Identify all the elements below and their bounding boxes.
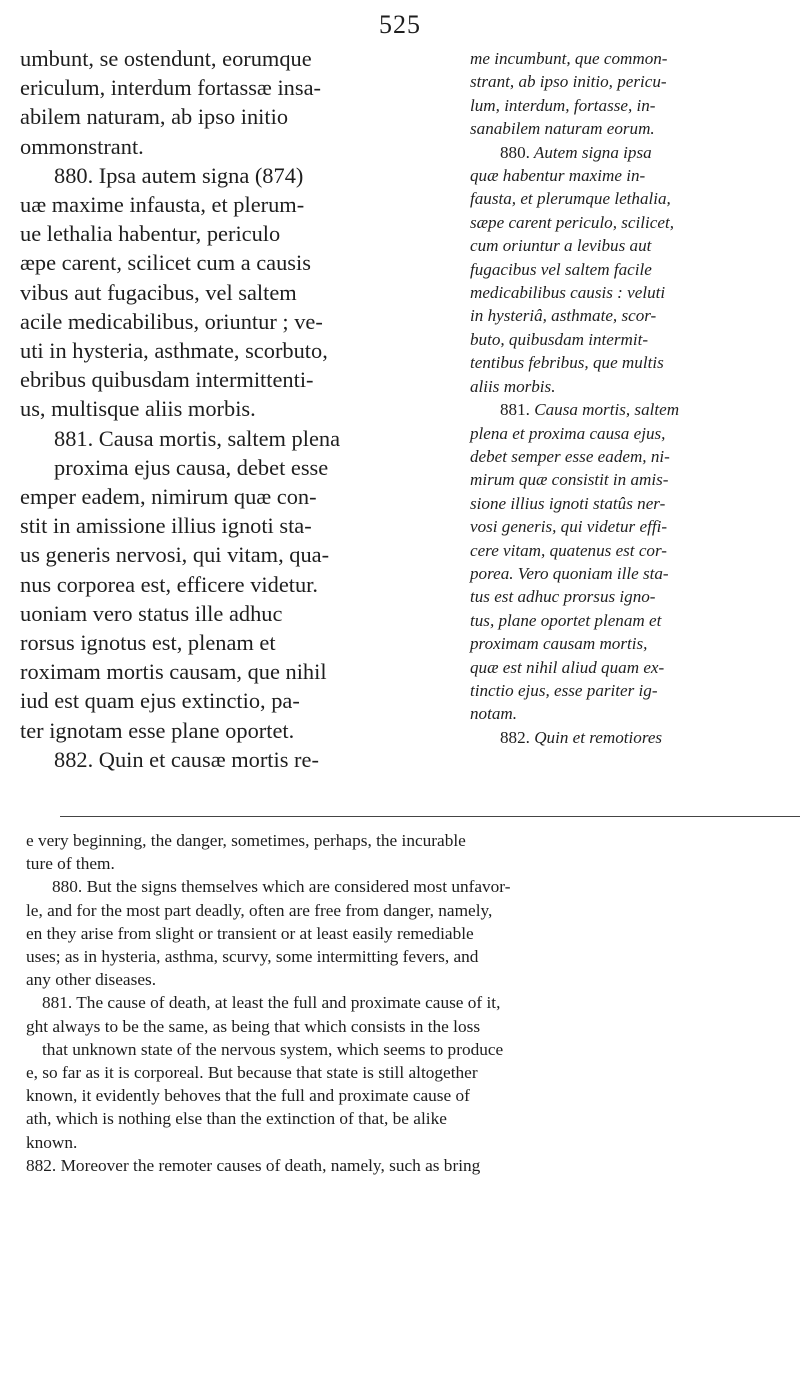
latin-variant-line: quæ est nihil aliud quam ex- (470, 657, 665, 677)
latin-main-line: ebribus quibusdam intermittenti- (20, 367, 314, 393)
latin-variant-line (470, 726, 796, 749)
latin-variant-line: debet semper esse eadem, ni- (470, 446, 670, 466)
translation-line: 882. Moreover the remoter causes of death, namely, such as bring (26, 1155, 481, 1175)
latin-variant-line: tus est adhuc prorsus igno- (470, 587, 656, 607)
latin-variant-line: cum oriuntur a levibus aut (470, 236, 652, 256)
translation-line: 880. But the signs themselves which are considered most unfavor- (52, 877, 511, 897)
latin-main-line: iud est quam ejus extinctio, pa- (20, 688, 300, 714)
latin-variant-column (470, 47, 796, 749)
latin-variant-line: in hysteriâ, asthmate, scor- (470, 306, 657, 326)
latin-main-line: ter ignotam esse plane oportet. (20, 717, 295, 743)
latin-main-line: roximam mortis causam, que nihil (20, 659, 327, 685)
latin-main-line: emper eadem, nimirum quæ con- (20, 484, 317, 510)
translation-line: 881. The cause of death, at least the full and proximate cause of it, (42, 993, 501, 1013)
latin-variant-line: fugacibus vel saltem facile (470, 259, 652, 279)
latin-variant-line: tentibus febribus, que multis (470, 353, 664, 373)
translation-line: e, so far as it is corporeal. But because that state is still altogether (26, 1063, 478, 1083)
latin-main-line: 882. Quin et causæ mortis re- (54, 746, 319, 772)
latin-variant-line (470, 398, 796, 421)
latin-variant-text: Quin et remotiores (534, 727, 663, 747)
translation-line: uses; as in hysteria, asthma, scurvy, some intermitting fevers, and (26, 947, 479, 967)
translation-line: en they arise from slight or transient or at least easily remediable (26, 923, 474, 943)
latin-variant-line: cere vitam, quatenus est cor- (470, 540, 667, 560)
latin-variant-line: tinctio ejus, esse pariter ig- (470, 680, 658, 700)
latin-variant-text: Causa mortis, saltem (534, 400, 680, 420)
paragraph-number: 880. (500, 142, 530, 162)
latin-main-line: ue lethalia habentur, periculo (20, 221, 281, 247)
latin-variant-line: plena et proxima causa ejus, (470, 423, 666, 443)
latin-main-line: stit in amissione illius ignoti sta- (20, 513, 312, 539)
latin-main-line: umbunt, se ostendunt, eorumque (20, 46, 312, 71)
latin-main-line: uti in hysteria, asthmate, scorbuto, (20, 338, 328, 364)
latin-variant-line: sæpe carent periculo, scilicet, (470, 212, 674, 232)
latin-main-line: proxima ejus causa, debet esse (54, 454, 329, 480)
latin-main-line: abilem naturam, ab ipso initio (20, 104, 289, 130)
translation-line: ture of them. (26, 854, 115, 874)
latin-main-line: ericulum, interdum fortassæ insa- (20, 75, 321, 101)
latin-variant-line: tus, plane oportet plenam et (470, 610, 662, 630)
latin-main-line: uoniam vero status ille adhuc (20, 600, 283, 626)
latin-variant-line: me incumbunt, que common- (470, 49, 668, 68)
translation-line: any other diseases. (26, 970, 157, 990)
latin-variant-line: quæ habentur maxime in- (470, 166, 646, 186)
latin-variant-line: vosi generis, qui videtur effi- (470, 517, 668, 537)
latin-main-line: rorsus ignotus est, plenam et (20, 630, 276, 656)
latin-variant-text: Autem signa ipsa (533, 142, 652, 162)
latin-main-column (20, 44, 458, 774)
latin-variant-line: lum, interdum, fortasse, in- (470, 95, 656, 115)
translation-line: ath, which is nothing else than the extinction of that, be alike (26, 1109, 447, 1129)
latin-main-line: ommonstrant. (20, 133, 144, 159)
latin-variant-line: fausta, et plerumque lethalia, (470, 189, 671, 209)
page-number: 525 (379, 10, 421, 39)
paragraph-number: 881. (500, 400, 530, 420)
translation-line: e very beginning, the danger, sometimes, perhaps, the incurable (26, 831, 466, 850)
translation-line: that unknown state of the nervous system, which seems to produce (42, 1039, 504, 1059)
latin-main-line: vibus aut fugacibus, vel saltem (20, 279, 297, 305)
latin-variant-line: buto, quibusdam intermit- (470, 329, 649, 349)
latin-variant-line: sione illius ignoti statûs ner- (470, 493, 666, 513)
latin-variant-line (470, 141, 796, 164)
latin-variant-line: sanabilem naturam eorum. (470, 119, 655, 139)
latin-main-line: us, multisque aliis morbis. (20, 396, 256, 422)
latin-main-line: 881. Causa mortis, saltem plena (54, 425, 341, 451)
latin-variant-line: porea. Vero quoniam ille sta- (470, 563, 669, 583)
latin-main-line: acile medicabilibus, oriuntur ; ve- (20, 308, 323, 334)
translation-line: le, and for the most part deadly, often are free from danger, namely, (26, 900, 493, 920)
latin-variant-line: proximam causam mortis, (470, 634, 648, 654)
translation-line: known. (26, 1132, 78, 1152)
latin-main-line: nus corporea est, efficere videtur. (20, 571, 318, 597)
latin-main-line: uæ maxime infausta, et plerum- (20, 192, 305, 218)
paragraph-number: 882. (500, 727, 530, 747)
latin-main-line: æpe carent, scilicet cum a causis (20, 250, 311, 276)
latin-variant-line: mirum quæ consistit in amis- (470, 470, 669, 490)
english-translation (26, 829, 800, 1177)
latin-variant-line: aliis morbis. (470, 376, 556, 396)
latin-variant-line: notam. (470, 704, 518, 724)
footnote-divider (60, 816, 800, 817)
latin-main-line: us generis nervosi, qui vitam, qua- (20, 542, 330, 568)
latin-variant-line: medicabilibus causis : veluti (470, 283, 666, 303)
translation-line: known, it evidently behoves that the full and proximate cause of (26, 1086, 470, 1106)
translation-line: ght always to be the same, as being that which consists in the loss (26, 1016, 481, 1036)
latin-variant-line: strant, ab ipso initio, pericu- (470, 72, 667, 92)
latin-main-line: 880. Ipsa autem signa (874) (54, 162, 304, 188)
